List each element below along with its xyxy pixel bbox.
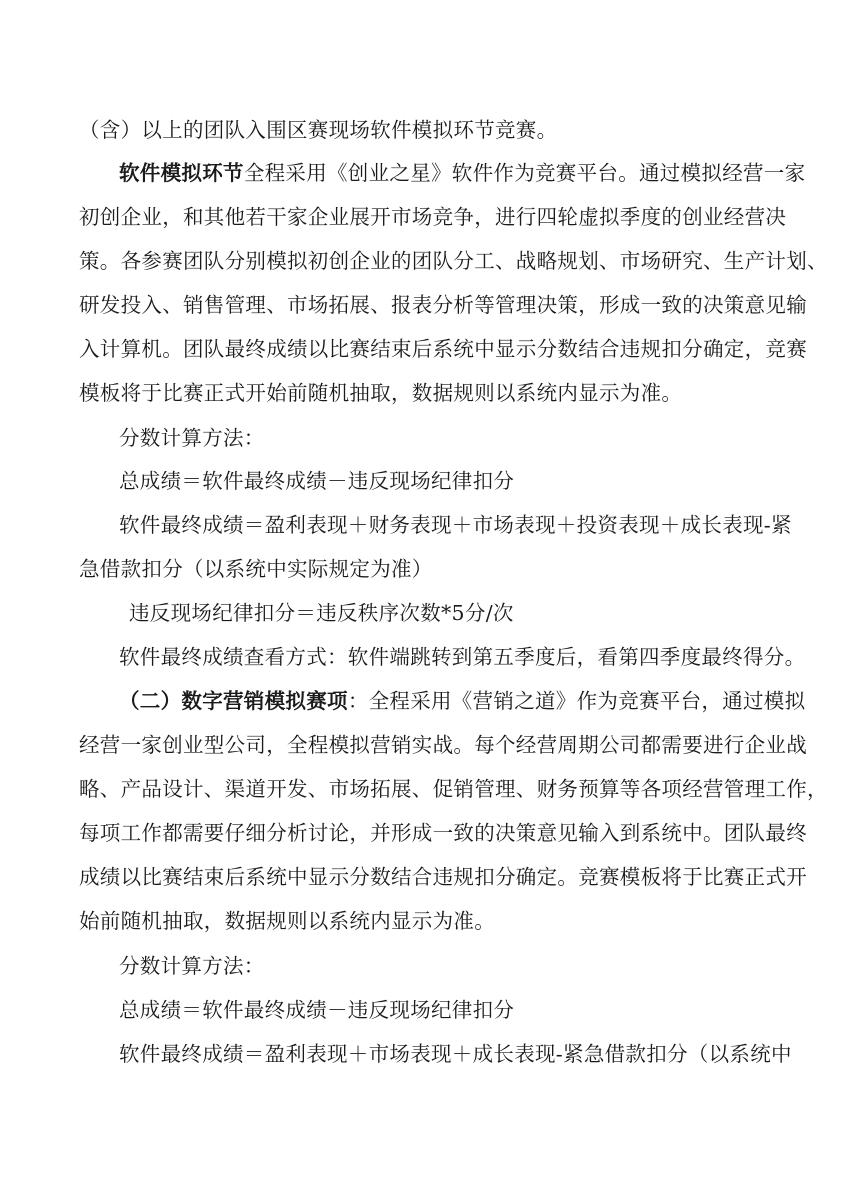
paragraph-line xyxy=(79,774,828,804)
paragraph-line xyxy=(79,862,807,892)
section-heading: （二）数字营销模拟赛项 xyxy=(119,689,348,713)
paragraph-line xyxy=(79,730,807,760)
line-text: 分数计算方法： xyxy=(119,426,265,450)
paragraph-line xyxy=(79,246,828,276)
paragraph-line xyxy=(119,423,265,453)
paragraph-line xyxy=(79,290,807,320)
paragraph-line xyxy=(79,818,807,848)
line-text: 初创企业，和其他若干家企业展开市场竞争，进行四轮虚拟季度的创业经营决 xyxy=(79,205,787,229)
line-text: 成绩以比赛结束后系统中显示分数结合违规扣分确定。竞赛模板将于比赛正式开 xyxy=(79,865,807,889)
line-text: 急借款扣分（以系统中实际规定为准） xyxy=(79,557,433,581)
paragraph-line xyxy=(79,115,557,145)
line-text: 每项工作都需要仔细分析讨论，并形成一致的决策意见输入到系统中。团队最终 xyxy=(79,821,807,845)
line-text: 经营一家创业型公司，全程模拟营销实战。每个经营周期公司都需要进行企业战 xyxy=(79,733,807,757)
line-text: ：全程采用《营销之道》作为竞赛平台，通过模拟 xyxy=(347,689,806,713)
line-text: 略、产品设计、渠道开发、市场拓展、促销管理、财务预算等各项经营管理工作， xyxy=(79,777,828,801)
formula-line xyxy=(119,466,514,496)
line-text: （含）以上的团队入围区赛现场软件模拟环节竞赛。 xyxy=(79,118,558,142)
paragraph-line xyxy=(79,906,495,936)
formula-line xyxy=(129,598,514,628)
paragraph-line xyxy=(119,951,265,981)
line-text: 全程采用《创业之星》软件作为竞赛平台。通过模拟经营一家 xyxy=(243,161,806,185)
line-text: 策。各参赛团队分别模拟初创企业的团队分工、战略规划、市场研究、生产计划、 xyxy=(79,249,828,273)
paragraph-line xyxy=(79,202,786,232)
line-text: 研发投入、销售管理、市场拓展、报表分析等管理决策，形成一致的决策意见输 xyxy=(79,293,807,317)
line-text: 入计算机。团队最终成绩以比赛结束后系统中显示分数结合违规扣分确定，竞赛 xyxy=(79,337,807,361)
line-text: 分数计算方法： xyxy=(119,954,265,978)
paragraph-line xyxy=(119,686,805,716)
line-text: 违反现场纪律扣分＝违反秩序次数*5分/次 xyxy=(129,601,514,625)
paragraph-line xyxy=(119,642,805,672)
paragraph-line xyxy=(79,334,807,364)
line-text: 软件最终成绩＝盈利表现＋财务表现＋市场表现＋投资表现＋成长表现-紧 xyxy=(119,513,792,537)
line-text: 软件最终成绩＝盈利表现＋市场表现＋成长表现-紧急借款扣分（以系统中 xyxy=(119,1042,792,1066)
formula-line xyxy=(119,1039,792,1069)
paragraph-line xyxy=(79,378,682,408)
line-text: 始前随机抽取，数据规则以系统内显示为准。 xyxy=(79,909,495,933)
line-text: 模板将于比赛正式开始前随机抽取，数据规则以系统内显示为准。 xyxy=(79,381,683,405)
formula-line xyxy=(119,510,792,540)
formula-line xyxy=(119,995,514,1025)
line-text: 总成绩＝软件最终成绩－违反现场纪律扣分 xyxy=(119,469,515,493)
line-text: 总成绩＝软件最终成绩－违反现场纪律扣分 xyxy=(119,998,515,1022)
paragraph-line xyxy=(119,158,805,188)
line-text: 软件最终成绩查看方式：软件端跳转到第五季度后，看第四季度最终得分。 xyxy=(119,645,806,669)
bold-heading: 软件模拟环节 xyxy=(119,161,244,185)
paragraph-line xyxy=(79,554,433,584)
